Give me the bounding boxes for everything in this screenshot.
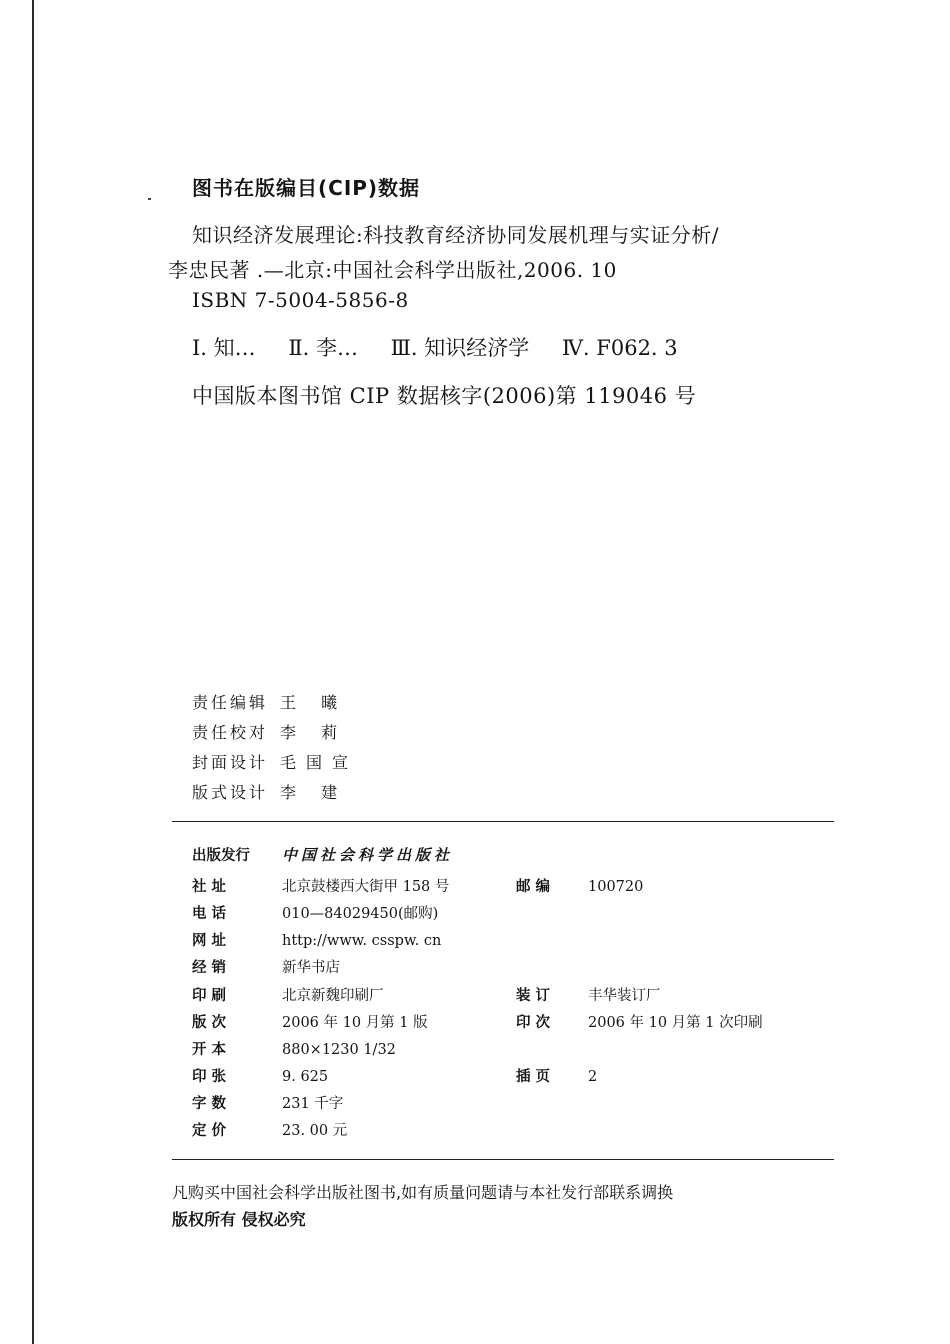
binding-label: 装 订 (516, 988, 551, 1004)
staff-role: 版式设计 (192, 783, 269, 802)
price-row (192, 1119, 347, 1140)
phone-value: 010—84029450(邮购) (282, 906, 439, 922)
edition-value: 2006 年 10 月第 1 版 (282, 1015, 428, 1031)
web-value: http://www. csspw. cn (282, 933, 442, 949)
words-value: 231 千字 (282, 1096, 344, 1112)
printer-label: 印 刷 (192, 988, 227, 1004)
staff-name: 李 莉 (280, 723, 348, 742)
classification-4: Ⅳ. F062. 3 (561, 336, 678, 360)
staff-row (192, 750, 358, 773)
divider-bottom (172, 1159, 834, 1160)
cip-record-number: 中国版本图书馆 CIP 数据核字(2006)第 119046 号 (192, 384, 697, 408)
scan-speck (148, 198, 151, 200)
notice-line-2: 版权所有 侵权必究 (172, 1210, 306, 1229)
printer-value: 北京新魏印刷厂 (282, 988, 384, 1004)
cip-isbn: ISBN 7-5004-5856-8 (192, 288, 409, 312)
classification-3: Ⅲ. 知识经济学 (390, 336, 530, 360)
page-edge-line (32, 0, 34, 1344)
address-label: 社 址 (192, 879, 227, 895)
inserts-row (516, 1065, 597, 1086)
format-label: 开 本 (192, 1042, 227, 1058)
distributor-value: 新华书店 (282, 960, 340, 976)
publisher-name: 中国社会科学出版社 (282, 846, 454, 864)
impression-value: 2006 年 10 月第 1 次印刷 (588, 1015, 763, 1031)
publisher-row (192, 844, 453, 865)
postcode-row (516, 875, 643, 896)
inserts-label: 插 页 (516, 1069, 551, 1085)
cip-author-line: 李忠民著 .—北京:中国社会科学出版社,2006. 10 (168, 258, 617, 282)
impression-label: 印 次 (516, 1015, 551, 1031)
sheets-value: 9. 625 (282, 1069, 329, 1085)
staff-name: 王 曦 (280, 693, 348, 712)
impression-row (516, 1011, 763, 1032)
postcode-value: 100720 (588, 879, 644, 895)
sheets-label: 印 张 (192, 1069, 227, 1085)
distributor-row (192, 956, 340, 977)
format-value: 880×1230 1/32 (282, 1042, 396, 1058)
web-label: 网 址 (192, 933, 227, 949)
staff-row (192, 690, 347, 713)
words-row (192, 1092, 343, 1113)
staff-role: 责任校对 (192, 723, 269, 742)
staff-role: 封面设计 (192, 753, 269, 772)
staff-name: 李 建 (280, 783, 348, 802)
classification-1: Ⅰ. 知… (192, 336, 256, 360)
distributor-label: 经 销 (192, 960, 227, 976)
format-row (192, 1038, 396, 1059)
sheets-row (192, 1065, 328, 1086)
staff-row (192, 720, 347, 743)
cip-classification (192, 332, 704, 362)
staff-row (192, 780, 347, 803)
divider-top (172, 821, 834, 822)
address-row (192, 875, 449, 896)
address-value: 北京鼓楼西大街甲 158 号 (282, 879, 450, 895)
postcode-label: 邮 编 (516, 879, 551, 895)
cip-title-line: 知识经济发展理论:科技教育经济协同发展机理与实证分析/ (192, 223, 719, 247)
edition-row (192, 1011, 428, 1032)
staff-role: 责任编辑 (192, 693, 269, 712)
price-value: 23. 00 元 (282, 1123, 348, 1139)
notice-line-1: 凡购买中国社会科学出版社图书,如有质量问题请与本社发行部联系调换 (172, 1183, 674, 1202)
classification-2: Ⅱ. 李… (288, 336, 358, 360)
words-label: 字 数 (192, 1096, 227, 1112)
binding-value: 丰华装订厂 (588, 988, 661, 1004)
web-row (192, 929, 441, 950)
cip-heading: 图书在版编目(CIP)数据 (192, 176, 421, 200)
phone-row (192, 902, 438, 923)
binding-row (516, 984, 661, 1005)
printer-row (192, 984, 384, 1005)
inserts-value: 2 (588, 1069, 598, 1085)
phone-label: 电 话 (192, 906, 227, 922)
price-label: 定 价 (192, 1123, 227, 1139)
publisher-label: 出版发行 (192, 848, 250, 864)
edition-label: 版 次 (192, 1015, 227, 1031)
staff-name: 毛国宣 (280, 753, 359, 772)
